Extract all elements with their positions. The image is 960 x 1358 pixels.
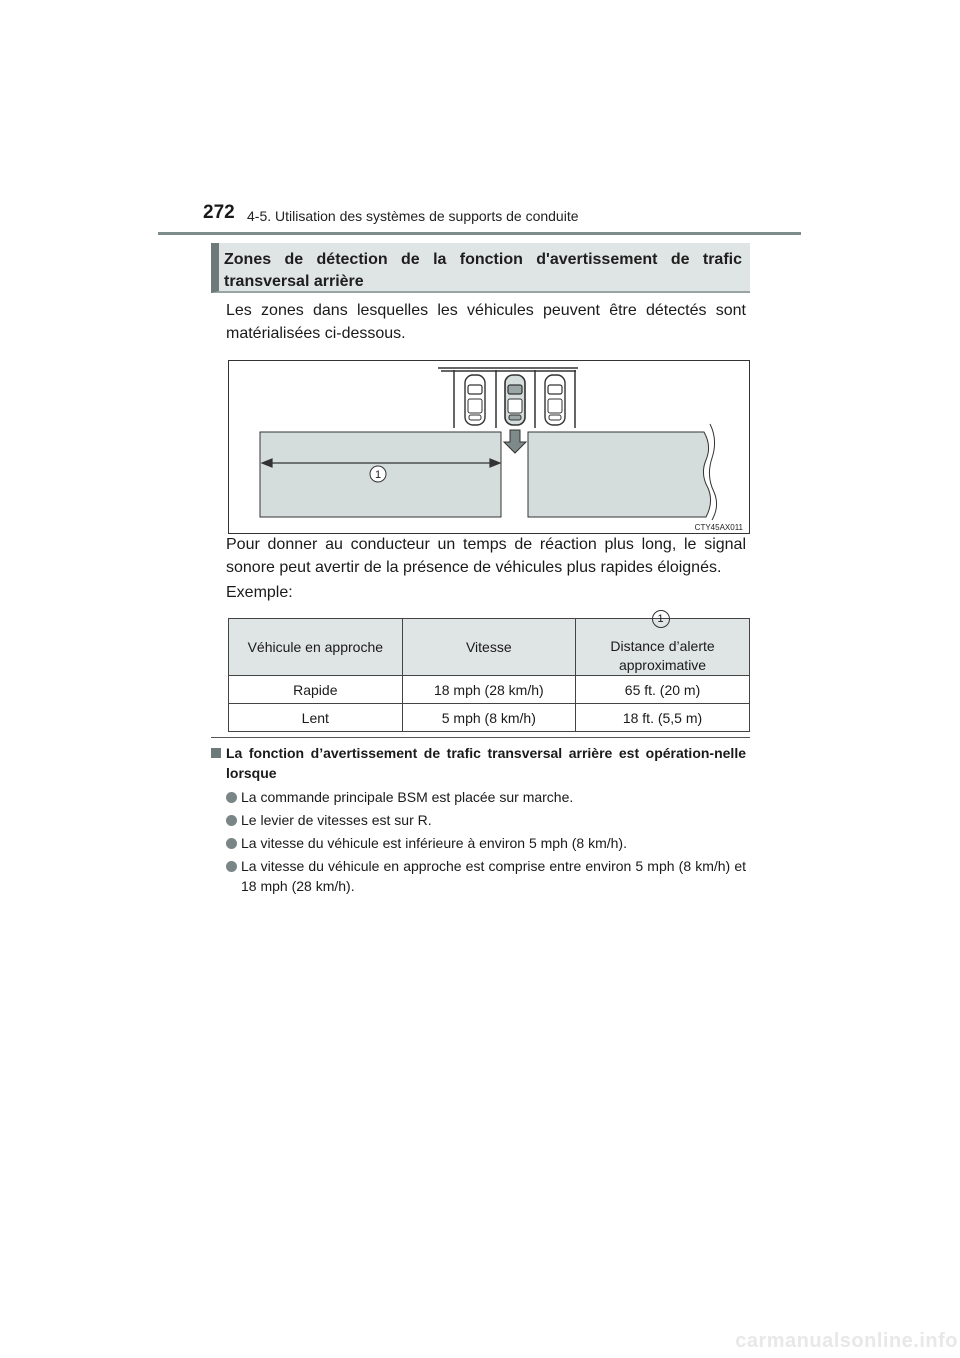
table-row (229, 704, 750, 732)
bullet-icon (226, 861, 237, 872)
running-header-title: 4-5. Utilisation des systèmes de supports de conduite (247, 208, 579, 224)
illustration-code: CTY45AX011 (694, 523, 743, 532)
header-speed: Vitesse (402, 619, 575, 676)
section-divider (211, 737, 750, 738)
table-cell: 5 mph (8 km/h) (402, 704, 575, 732)
table-cell: 65 ft. (20 m) (576, 676, 750, 704)
watermark: carmanualsonline.info (735, 1330, 958, 1352)
header-rule (158, 232, 801, 235)
detection-zone-diagram (228, 360, 750, 534)
callout-number: 1 (374, 469, 382, 481)
callout-badge: 1 (652, 610, 670, 628)
example-label: Exemple: (226, 584, 293, 601)
own-car-icon (505, 375, 525, 425)
page-number: 272 (203, 202, 235, 223)
parked-car-icon (545, 375, 565, 425)
bullet-icon (226, 815, 237, 826)
header-vehicle: Véhicule en approche (229, 619, 403, 676)
intro-paragraph: Les zones dans lesquelles les véhicules peuvent être détectés sont matérialisées ci-dessous. (226, 302, 746, 342)
parked-car-icon (465, 375, 485, 425)
list-item: Le levier de vitesses est sur R. (241, 812, 432, 828)
list-item: La vitesse du véhicule en approche est comprise entre environ 5 mph (8 km/h) et 18 mph (28 km/h). (241, 858, 746, 894)
detection-zone-right (528, 432, 711, 517)
table-cell: 18 ft. (5,5 m) (576, 704, 750, 732)
header-distance-label: Distance d’alerte approximative (610, 638, 715, 674)
bullet-icon (226, 792, 237, 803)
table-row (229, 676, 750, 704)
list-item: La commande principale BSM est placée sur marche. (241, 789, 574, 805)
table-header-row (229, 619, 750, 676)
table-cell: Rapide (229, 676, 403, 704)
header-distance (576, 613, 750, 676)
signal-paragraph: Pour donner au conducteur un temps de réaction plus long, le signal sonore peut avertir de la présence de véhicules plus rapides éloignés. (226, 536, 746, 576)
list-item: La vitesse du véhicule est inférieure à environ 5 mph (8 km/h). (241, 835, 627, 851)
table-cell: 18 mph (28 km/h) (402, 676, 575, 704)
bullet-icon (226, 838, 237, 849)
table-cell: Lent (229, 704, 403, 732)
section-heading: Zones de détection de la fonction d'avertissement de trafic transversal arrière (224, 251, 742, 290)
square-bullet-icon (211, 748, 221, 758)
conditions-heading: La fonction d’avertissement de trafic transversal arrière est opération-nelle lorsque (226, 745, 746, 781)
alert-distance-table (228, 613, 750, 732)
